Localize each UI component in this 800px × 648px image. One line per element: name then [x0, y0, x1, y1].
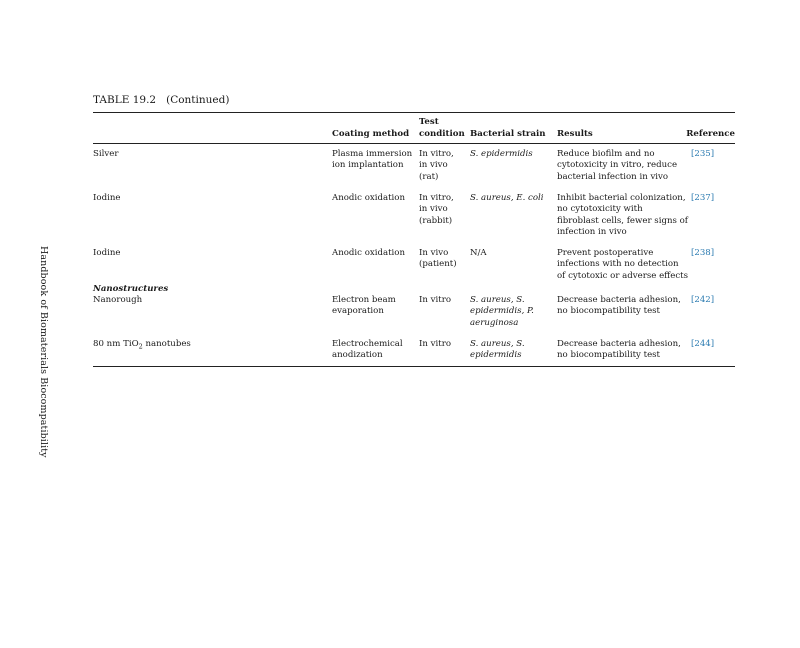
running-book-title: Handbook of Biomaterials Biocompatibility: [38, 246, 49, 458]
header-results: Results: [557, 129, 593, 139]
row-item: Iodine: [93, 193, 121, 203]
row-bacterial-strain: S. aureus, E. coli: [470, 193, 544, 203]
row-reference-link[interactable]: [244]: [691, 339, 715, 349]
row-reference-link[interactable]: [235]: [691, 149, 715, 159]
row-item: Nanorough: [93, 295, 143, 305]
table-continued: (Continued): [166, 94, 230, 106]
row-results: Decrease bacteria adhesion, no biocompatibility test: [557, 339, 681, 361]
row-results: Reduce biofilm and no cytotoxicity in vitro, reduce bacterial infection in vivo: [557, 149, 678, 182]
row-bacterial-strain: S. aureus, S. epidermidis: [470, 339, 525, 361]
header-bacterial-strain: Bacterial strain: [470, 129, 546, 139]
row-test-condition: In vitro, in vivo (rat): [419, 149, 454, 182]
row-item: Iodine: [93, 248, 121, 258]
row-bacterial-strain: S. epidermidis: [470, 149, 533, 159]
row-results: Prevent postoperative infections with no detection of cytotoxic or adverse effects: [557, 248, 689, 281]
row-reference-link[interactable]: [238]: [691, 248, 715, 258]
row-reference-link[interactable]: [237]: [691, 193, 715, 203]
header-reference: Reference: [686, 129, 735, 139]
row-results: Decrease bacteria adhesion, no biocompatibility test: [557, 295, 681, 317]
row-coating: Electron beam evaporation: [332, 295, 396, 317]
row-item: 80 nm TiO$_2$ nanotubes: [93, 339, 191, 351]
table-bottom-rule: [93, 366, 735, 367]
header-test-line1: Test: [419, 117, 439, 127]
section-heading: Nanostructures: [93, 284, 169, 294]
row-item: Silver: [93, 149, 119, 159]
header-test-line2: condition: [419, 129, 465, 139]
row-coating: Electrochemical anodization: [332, 339, 403, 361]
row-bacterial-strain: S. aureus, S. epidermidis, P. aeruginosa: [470, 295, 534, 328]
row-test-condition: In vitro: [419, 339, 451, 349]
row-test-condition: In vitro, in vivo (rabbit): [419, 193, 454, 226]
table-top-rule: [93, 112, 735, 113]
table-caption: [93, 94, 229, 106]
row-results: Inhibit bacterial colonization, no cytotoxicity with fibroblast cells, fewer signs of infection in vivo: [557, 193, 688, 237]
row-test-condition: In vivo (patient): [419, 248, 457, 270]
header-coating-method: Coating method: [332, 129, 410, 139]
row-coating: Anodic oxidation: [332, 248, 406, 258]
table-header-rule: [93, 143, 735, 144]
row-bacterial-strain: N/A: [470, 248, 487, 258]
row-coating: Anodic oxidation: [332, 193, 406, 203]
row-reference-link[interactable]: [242]: [691, 295, 715, 305]
row-test-condition: In vitro: [419, 295, 451, 305]
table-label: TABLE 19.2: [93, 94, 157, 106]
row-coating: Plasma immersion ion implantation: [332, 149, 413, 171]
